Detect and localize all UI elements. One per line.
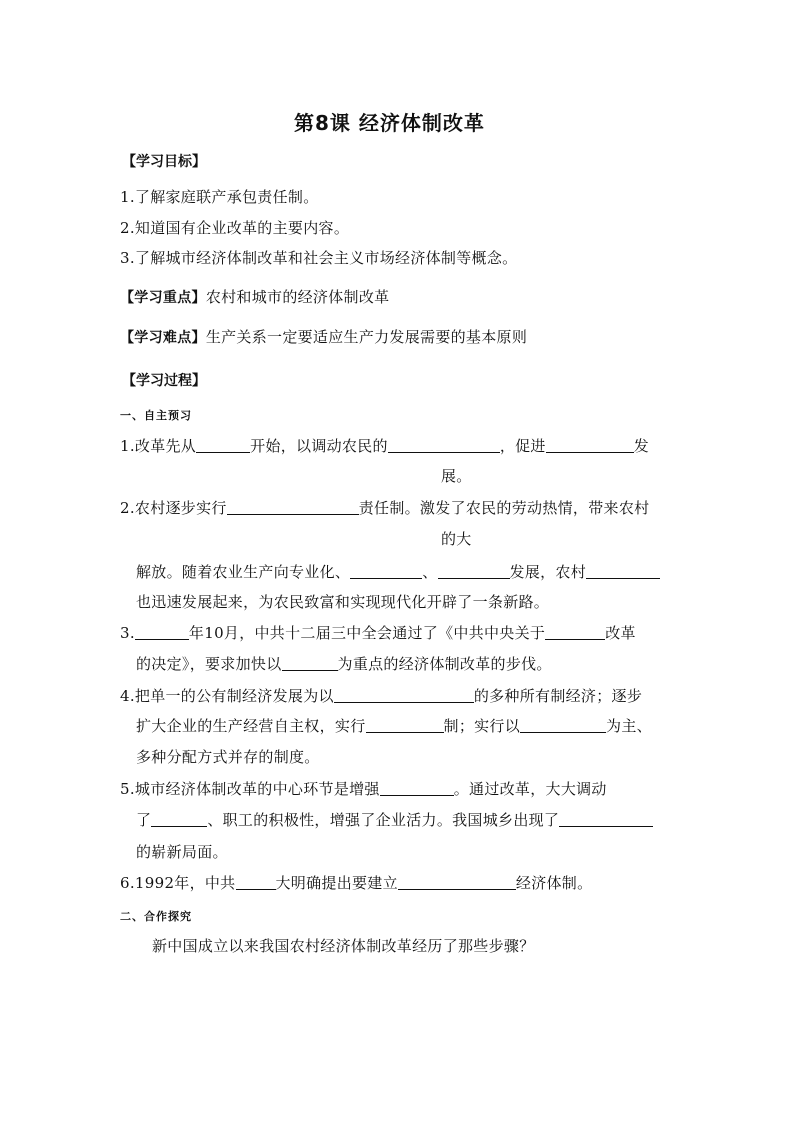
q1-text: 1.改革先从	[120, 437, 197, 455]
question-3	[120, 623, 636, 643]
objectives-heading: 【学习目标】	[122, 154, 206, 170]
answer-blank[interactable]	[559, 811, 653, 827]
q3-text: 3.	[120, 624, 135, 642]
answer-blank[interactable]	[366, 717, 444, 733]
difficulties-heading: 【学习难点】	[120, 330, 206, 346]
answer-blank[interactable]	[388, 437, 500, 453]
q5-text: 、职工的积极性，增强了企业活力。我国城乡出现了	[207, 811, 560, 829]
question-5	[120, 779, 607, 799]
q4-line-2	[136, 716, 652, 736]
q3-line-2	[136, 654, 552, 674]
answer-blank[interactable]	[151, 811, 207, 827]
q4-text: 制；实行以	[443, 717, 521, 735]
objective-item: 3.了解城市经济体制改革和社会主义市场经济体制等概念。	[120, 249, 518, 267]
q3-text: 改革	[605, 624, 636, 642]
answer-blank[interactable]	[227, 499, 359, 515]
q4-text: 为主、	[606, 717, 652, 735]
q6-text: 经济体制。	[515, 874, 593, 892]
q5-line-3: 的崭新局面。	[136, 843, 228, 861]
page-title: 第8课 经济体制改革	[294, 111, 485, 135]
process-heading: 【学习过程】	[122, 373, 206, 389]
cooperation-heading: 二、合作探究	[120, 910, 192, 923]
q2-text: 责任制。激发了农民的劳动热情，带来农村	[358, 499, 650, 517]
objective-item: 2.知道国有企业改革的主要内容。	[120, 219, 350, 237]
answer-blank[interactable]	[282, 655, 338, 671]
q5-text: 。通过改革，大大调动	[453, 780, 607, 798]
q2-continuation: 的大	[441, 530, 472, 548]
q5-text: 5.城市经济体制改革的中心环节是增强	[120, 780, 380, 798]
q3-text: 年10月，中共十二届三中全会通过了《中共中央关于	[188, 624, 546, 642]
q1-text: ，促进	[499, 437, 546, 455]
cooperation-question: 新中国成立以来我国农村经济体制改革经历了那些步骤？	[152, 937, 535, 955]
q3-text: 为重点的经济体制改革的步伐。	[337, 655, 552, 673]
answer-blank[interactable]	[520, 717, 606, 733]
answer-blank[interactable]	[350, 563, 422, 579]
question-1	[120, 436, 649, 456]
q4-text: 扩大企业的生产经营自主权，实行	[136, 717, 366, 735]
q5-line-2	[136, 810, 653, 830]
q4-text: 的多种所有制经济；逐步	[473, 687, 643, 705]
answer-blank[interactable]	[398, 874, 516, 890]
q2-text: 发展，农村	[509, 563, 587, 581]
answer-blank[interactable]	[586, 563, 660, 579]
question-6	[120, 873, 592, 893]
q2-text: 2.农村逐步实行	[120, 499, 227, 517]
difficulties-line	[120, 327, 527, 348]
question-2	[120, 498, 649, 518]
key-points-text: 农村和城市的经济体制改革	[205, 288, 390, 306]
answer-blank[interactable]	[438, 563, 510, 579]
q1-text: 开始，以调动农民的	[250, 437, 388, 455]
answer-blank[interactable]	[334, 687, 474, 703]
q2-line-4: 也迅速发展起来，为农民致富和实现现代化开辟了一条新路。	[136, 593, 550, 611]
q4-line-3: 多种分配方式并存的制度。	[136, 748, 320, 766]
q3-text: 的决定》，要求加快以	[136, 655, 282, 673]
q6-text: 6.1992年，中共	[120, 874, 236, 892]
answer-blank[interactable]	[380, 780, 454, 796]
question-4	[120, 686, 642, 706]
answer-blank[interactable]	[236, 874, 276, 890]
q1-continuation: 展。	[441, 467, 472, 485]
answer-blank[interactable]	[196, 437, 250, 453]
q4-text: 4.把单一的公有制经济发展为以	[120, 687, 334, 705]
q5-text: 了	[136, 811, 152, 829]
answer-blank[interactable]	[545, 624, 605, 640]
answer-blank[interactable]	[546, 437, 634, 453]
objective-item: 1.了解家庭联产承包责任制。	[120, 188, 319, 206]
q2-line-3	[136, 562, 660, 582]
q1-text: 发	[633, 437, 650, 455]
self-study-heading: 一、自主预习	[120, 409, 192, 422]
key-points-heading: 【学习重点】	[120, 290, 206, 306]
key-points-line	[120, 287, 389, 308]
q2-text: 解放。随着农业生产向专业化、	[136, 563, 351, 581]
q2-text: 、	[422, 563, 438, 581]
difficulties-text: 生产关系一定要适应生产力发展需要的基本原则	[205, 328, 528, 346]
answer-blank[interactable]	[135, 624, 189, 640]
q6-text: 大明确提出要建立	[275, 874, 398, 892]
